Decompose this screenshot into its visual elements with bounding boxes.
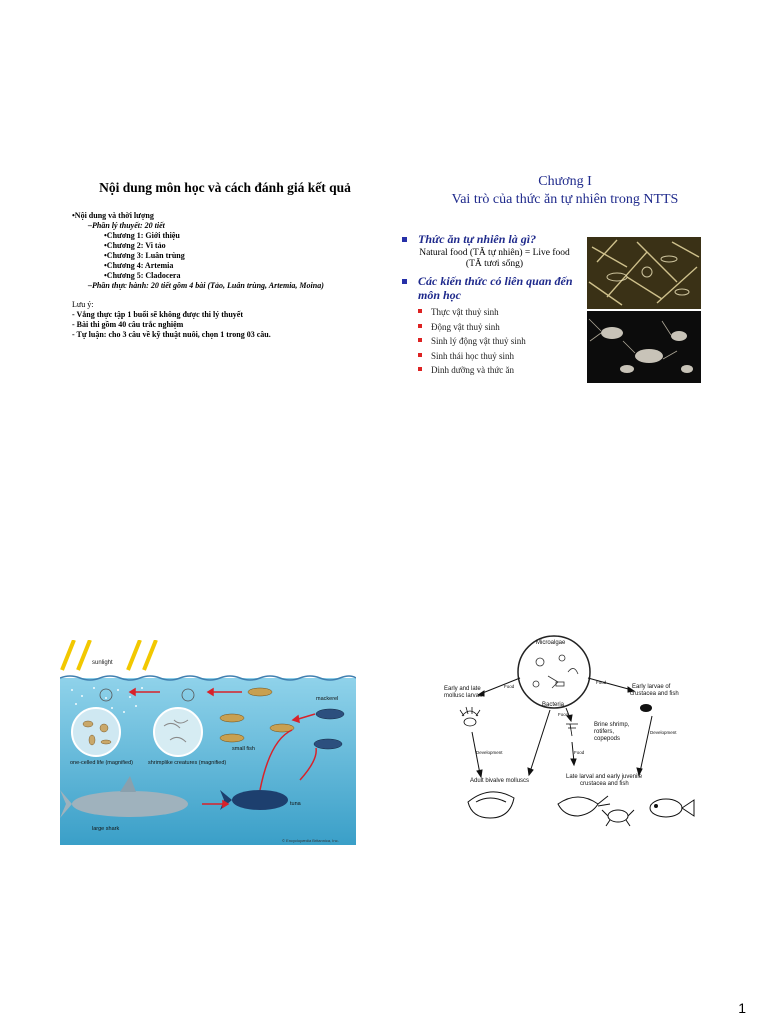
bullet-square-icon (418, 338, 422, 342)
list-item (418, 305, 587, 320)
subject-text: Sinh thái học thuỷ sinh (431, 350, 514, 361)
chapter-item: •Chương 2: Vi tảo (104, 241, 166, 250)
bullet-square-icon (418, 324, 422, 328)
label-mackerel: mackerel (316, 696, 339, 702)
chapter-subtitle: Vai trò của thức ăn tự nhiên trong NTTS (451, 192, 679, 207)
label-tuna: tuna (290, 801, 301, 807)
subject-text: Sinh lý động vật thuỷ sinh (431, 336, 526, 346)
zooplankton-photo (587, 311, 701, 383)
list-item (418, 334, 587, 349)
label-credit: © Encyclopædia Britannica, Inc. (282, 838, 339, 843)
page-number: 1 (738, 1000, 746, 1016)
shrimplike-magnified (154, 708, 202, 756)
label-early-crustacea: Early larvae of (632, 684, 671, 690)
chapter-item: •Chương 3: Luân trùng (104, 251, 185, 260)
bullet-square-icon (418, 353, 422, 357)
slide1-title: Nội dung môn học và cách đánh giá kết quả (99, 180, 351, 195)
label-late-larval: Late larval and early juvenile (566, 774, 643, 780)
subject-list (402, 305, 587, 378)
definition-line: (TĂ tươi sống) (465, 259, 524, 269)
note-item: - Bài thi gồm 40 câu trắc nghiệm (72, 320, 184, 329)
label-large-shark: large shark (92, 826, 120, 832)
label-food: Food (596, 680, 607, 685)
list-item (418, 320, 587, 335)
subject-text: Thực vật thuỷ sinh (431, 307, 499, 317)
question-text: Các kiến thức có liên quan đến môn học (418, 274, 573, 302)
label-brine-shrimp: Brine shrimp, (594, 722, 630, 728)
bullet-square-icon (402, 237, 407, 242)
label-brine-shrimp: copepods (594, 736, 621, 742)
label-small-fish: small fish (232, 746, 255, 752)
label-development: Development (476, 750, 503, 755)
oyster-icon (468, 792, 514, 818)
ocean-food-web-illustration (60, 640, 356, 845)
chapter-item: •Chương 4: Artemia (104, 261, 174, 270)
chapter-item: •Chương 5: Cladocera (104, 271, 181, 280)
diatom-photo (587, 237, 701, 309)
slide1-content (72, 211, 392, 340)
subject-text: Động vật thuỷ sinh (431, 321, 500, 332)
list-item (418, 363, 587, 378)
question-bullet (402, 274, 587, 302)
brine-shrimp-icon (566, 724, 578, 736)
live-food-diagram (440, 632, 708, 837)
chapter-heading: Chương I (538, 174, 592, 189)
crab-icon (602, 810, 634, 826)
slide2-title (400, 173, 730, 209)
label-adult-bivalve: Adult bivalve molluscs (470, 778, 530, 784)
question-text: Thức ăn tự nhiên là gì? (418, 232, 537, 246)
one-celled-magnified (72, 708, 120, 756)
shrimp-icon (558, 796, 610, 816)
label-bacteria: Bacteria (542, 702, 565, 708)
label-shrimplike: shrimplike creatures (magnified) (148, 760, 227, 766)
note-title: Lưu ý: (72, 300, 94, 309)
chapter-item: •Chương 1: Giới thiệu (104, 231, 180, 240)
natural-food-definition (402, 248, 587, 270)
fish-icon (650, 799, 694, 817)
question-bullet (402, 232, 587, 246)
label-food: Food (504, 684, 515, 689)
label-early-mollusc: mollusc larvae (444, 693, 483, 699)
label-brine-shrimp: rotifers, (594, 729, 615, 735)
practice-line: –Phần thực hành: 20 tiết gồm 4 bài (Tảo, Luân trùng, Artemia, Moina) (88, 281, 324, 290)
subject-text: Dinh dưỡng và thức ăn (431, 365, 514, 375)
label-development: Development (650, 730, 677, 735)
mollusc-larva-icon (460, 707, 480, 726)
list-item (418, 349, 587, 364)
bullet-square-icon (418, 367, 422, 371)
label-food: Food (574, 750, 585, 755)
bullet-square-icon (402, 279, 407, 284)
label-food: Food (558, 712, 569, 717)
bullet-square-icon (418, 309, 422, 313)
label-microalgae: Microalgae (536, 640, 566, 646)
label-early-mollusc: Early and late (444, 686, 481, 692)
note-item: - Tự luận: cho 3 câu về kỹ thuật nuôi, chọn 1 trong 03 câu. (72, 330, 271, 339)
definition-line: Natural food (TĂ tự nhiên) = Live food (419, 248, 570, 258)
slide2-list (402, 232, 587, 378)
crustacea-larva-icon (640, 704, 652, 712)
microalgae-circle (518, 636, 590, 708)
label-one-celled: one-celled life (magnified) (70, 760, 133, 766)
label-sunlight: sunlight (92, 660, 113, 666)
content-heading: •Nội dung và thời lượng (72, 211, 154, 220)
theory-line: –Phần lý thuyết: 20 tiết (88, 221, 165, 230)
label-early-crustacea: crustacea and fish (630, 691, 679, 697)
note-item: - Vắng thực tập 1 buổi sẽ không được thi lý thuyết (72, 310, 244, 319)
label-late-larval: crustacea and fish (580, 781, 629, 787)
